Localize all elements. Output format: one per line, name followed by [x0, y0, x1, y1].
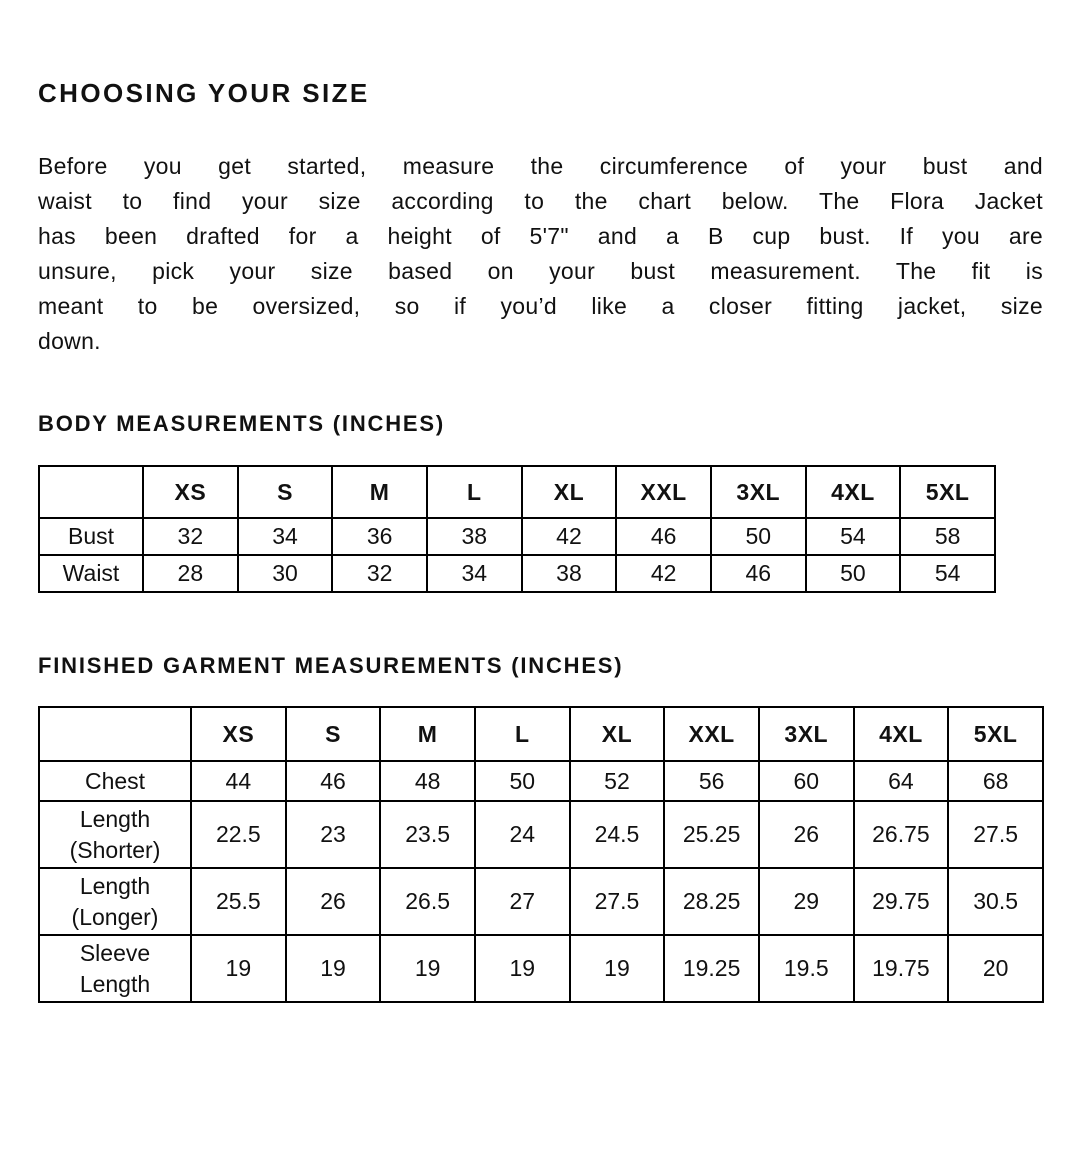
measurement-cell: 28: [143, 555, 238, 592]
corner-cell: [39, 707, 191, 761]
sizing-guide-page: [0, 78, 1080, 1003]
body-measurements-heading: BODY MEASUREMENTS (INCHES): [38, 411, 445, 436]
measurement-cell: 46: [616, 518, 711, 555]
measurement-cell: 50: [711, 518, 806, 555]
measurement-cell: 23: [286, 801, 381, 868]
measurement-cell: 46: [286, 761, 381, 801]
measurement-cell: 36: [332, 518, 427, 555]
measurement-cell: 27: [475, 868, 570, 935]
table-row: [39, 868, 1043, 935]
measurement-cell: 19.75: [854, 935, 949, 1002]
body-measurements-table: [38, 465, 996, 593]
size-column-header: S: [286, 707, 381, 761]
size-column-header: XL: [522, 466, 617, 518]
size-column-header: 3XL: [759, 707, 854, 761]
size-column-header: 5XL: [948, 707, 1043, 761]
measurement-cell: 22.5: [191, 801, 286, 868]
row-label: Chest: [39, 761, 191, 801]
size-column-header: XS: [143, 466, 238, 518]
measurement-cell: 48: [380, 761, 475, 801]
measurement-cell: 19: [570, 935, 665, 1002]
measurement-cell: 38: [522, 555, 617, 592]
measurement-cell: 24: [475, 801, 570, 868]
size-column-header: XXL: [664, 707, 759, 761]
measurement-cell: 68: [948, 761, 1043, 801]
measurement-cell: 34: [238, 518, 333, 555]
measurement-cell: 42: [616, 555, 711, 592]
table-row: [39, 555, 995, 592]
measurement-cell: 26: [286, 868, 381, 935]
row-label: Sleeve Length: [39, 935, 191, 1002]
measurement-cell: 32: [143, 518, 238, 555]
measurement-cell: 42: [522, 518, 617, 555]
measurement-cell: 24.5: [570, 801, 665, 868]
size-column-header: 3XL: [711, 466, 806, 518]
intro-line: down.: [38, 328, 101, 354]
measurement-cell: 26: [759, 801, 854, 868]
row-label: Length (Longer): [39, 868, 191, 935]
measurement-cell: 56: [664, 761, 759, 801]
measurement-cell: 30: [238, 555, 333, 592]
size-column-header: M: [332, 466, 427, 518]
table-row: [39, 935, 1043, 1002]
header-row: [39, 466, 995, 518]
size-column-header: 5XL: [900, 466, 995, 518]
size-column-header: XS: [191, 707, 286, 761]
intro-line: has been drafted for a height of 5'7" and a B cup bust. If you are: [38, 223, 1043, 249]
row-label: Bust: [39, 518, 143, 555]
measurement-cell: 26.75: [854, 801, 949, 868]
size-column-header: 4XL: [806, 466, 901, 518]
measurement-cell: 27.5: [570, 868, 665, 935]
measurement-cell: 52: [570, 761, 665, 801]
measurement-cell: 19: [286, 935, 381, 1002]
table-row: [39, 761, 1043, 801]
measurement-cell: 23.5: [380, 801, 475, 868]
measurement-cell: 50: [475, 761, 570, 801]
measurement-cell: 19.5: [759, 935, 854, 1002]
measurement-cell: 60: [759, 761, 854, 801]
measurement-cell: 32: [332, 555, 427, 592]
size-column-header: L: [427, 466, 522, 518]
corner-cell: [39, 466, 143, 518]
measurement-cell: 44: [191, 761, 286, 801]
measurement-cell: 50: [806, 555, 901, 592]
table-row: [39, 801, 1043, 868]
measurement-cell: 58: [900, 518, 995, 555]
measurement-cell: 34: [427, 555, 522, 592]
size-column-header: L: [475, 707, 570, 761]
measurement-cell: 19: [475, 935, 570, 1002]
header-row: [39, 707, 1043, 761]
measurement-cell: 29.75: [854, 868, 949, 935]
measurement-cell: 27.5: [948, 801, 1043, 868]
size-column-header: M: [380, 707, 475, 761]
measurement-cell: 38: [427, 518, 522, 555]
intro-paragraph: [38, 149, 1043, 359]
measurement-cell: 19: [191, 935, 286, 1002]
measurement-cell: 46: [711, 555, 806, 592]
measurement-cell: 19: [380, 935, 475, 1002]
measurement-cell: 29: [759, 868, 854, 935]
measurement-cell: 28.25: [664, 868, 759, 935]
garment-measurements-heading: FINISHED GARMENT MEASUREMENTS (INCHES): [38, 653, 624, 678]
size-column-header: 4XL: [854, 707, 949, 761]
table-row: [39, 518, 995, 555]
size-column-header: XL: [570, 707, 665, 761]
measurement-cell: 30.5: [948, 868, 1043, 935]
garment-measurements-table: [38, 706, 1044, 1003]
measurement-cell: 64: [854, 761, 949, 801]
row-label: Length (Shorter): [39, 801, 191, 868]
measurement-cell: 25.25: [664, 801, 759, 868]
intro-line: Before you get started, measure the circumference of your bust and: [38, 153, 1043, 179]
size-column-header: XXL: [616, 466, 711, 518]
page-title: CHOOSING YOUR SIZE: [38, 78, 370, 108]
intro-line: waist to find your size according to the chart below. The Flora Jacket: [38, 188, 1043, 214]
measurement-cell: 20: [948, 935, 1043, 1002]
intro-line: meant to be oversized, so if you’d like a closer fitting jacket, size: [38, 293, 1043, 319]
measurement-cell: 54: [806, 518, 901, 555]
measurement-cell: 54: [900, 555, 995, 592]
measurement-cell: 26.5: [380, 868, 475, 935]
row-label: Waist: [39, 555, 143, 592]
measurement-cell: 25.5: [191, 868, 286, 935]
intro-line: unsure, pick your size based on your bust measurement. The fit is: [38, 258, 1043, 284]
measurement-cell: 19.25: [664, 935, 759, 1002]
size-column-header: S: [238, 466, 333, 518]
